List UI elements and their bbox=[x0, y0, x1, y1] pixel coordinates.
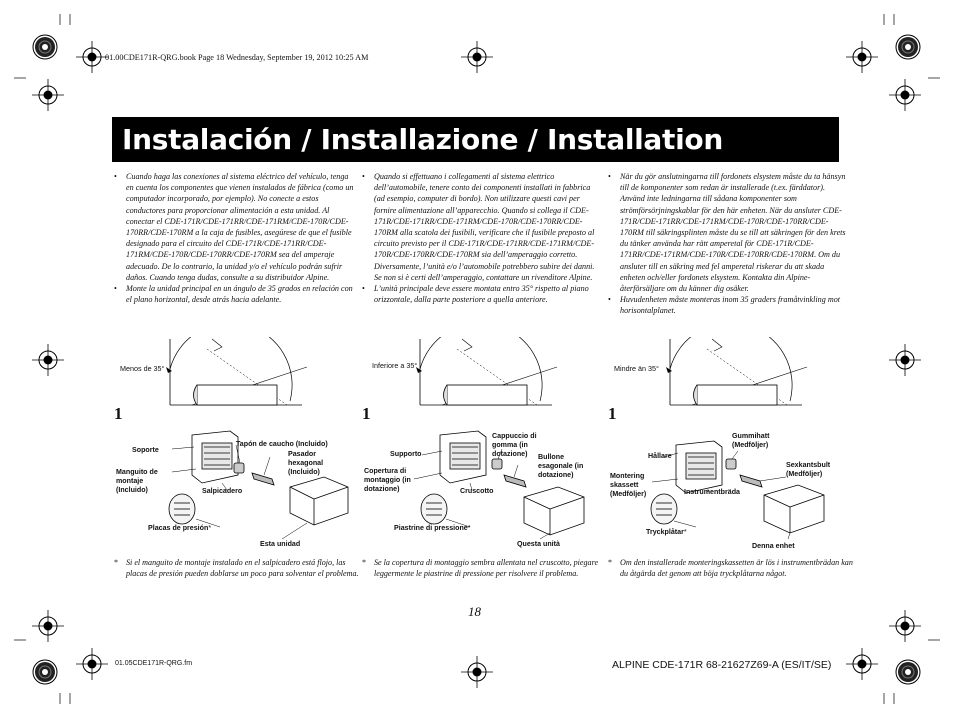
label-rubber-cap: Gummihatt (Medföljer) bbox=[732, 432, 770, 449]
footnote-asterisk: * bbox=[114, 558, 119, 567]
label-sleeve: Copertura di montaggio (in dotazione) bbox=[364, 467, 411, 493]
angle-diagram-graphic bbox=[612, 337, 847, 409]
installation-diagram bbox=[112, 427, 352, 557]
label-rubber-cap: Tapón de caucho (Incluido) bbox=[236, 440, 328, 448]
footnote bbox=[362, 557, 612, 579]
label-sleeve: Montering skassett (Medföljer) bbox=[610, 472, 647, 498]
label-sleeve: Manguito de montaje (Incluido) bbox=[116, 468, 158, 494]
label-dashboard: Cruscotto bbox=[460, 487, 494, 495]
step-number: 1 bbox=[114, 404, 123, 423]
bullet-item: • Huvudenheten måste monteras inom 35 graders framåtvinkling mot horisontalplanet. bbox=[620, 294, 848, 316]
footnote-text: Si el manguito de montaje instalado en el salpicadero está flojo, las placas de presión pueden doblarse un poco para solventar el problema. bbox=[126, 558, 359, 579]
page-number: 18 bbox=[468, 604, 481, 619]
label-bracket: Hållare bbox=[648, 452, 672, 460]
footnote-text: Om den installerade monteringskassetten är lös i instrumentbrädan kan du åtgärda det genom att böja tryckplåtarna något. bbox=[620, 558, 853, 579]
asterisk-marker: * bbox=[683, 528, 687, 536]
label-dashboard: Salpicadero bbox=[202, 487, 243, 495]
label-pressure-plates: Placas de presión* bbox=[148, 524, 212, 532]
footnote-text: Se la copertura di montaggio sembra allentata nel cruscotto, piegare leggermente le piastrine di pressione per risolvere il problema. bbox=[374, 558, 599, 579]
bullet-item: • Quando si effettuano i collegamenti al sistema elettrico dell’automobile, tenere conto dei componenti installati in fabbrica (ad esempio, computer di bordo). Non utilizzare questi cavi per fornire alimentazione all’apparecchio. Quando si collega il CDE-171R/CDE-171RR/CDE-171RM/CDE-170R/CDE-170RR/CDE-170RM alla scatola dei fusibili, verificare che il fusibile preposto al circuito previsto per il CDE-171R/CDE-171RR/CDE-171RM/CDE-170R/CDE-170RR/CDE-170RM sia dell’amperaggio corretto. Diversamente, l’unità e/o l’automobile potrebbero subire dei danni. Se non si è certi dell’amperaggio, contattare un rivenditore Alpine. bbox=[374, 171, 602, 283]
bullet-item: • Monte la unidad principal en un ángulo de 35 grados en relación con el plano horizontal, desde atrás hacia adelante. bbox=[126, 283, 354, 305]
angle-diagram bbox=[362, 337, 597, 409]
label-hex-bolt: Pasador hexagonal (Incluido) bbox=[288, 450, 324, 476]
title-bar bbox=[112, 117, 839, 162]
footer-file-name: 01.05CDE171R-QRG.fm bbox=[115, 660, 193, 667]
label-unit: Denna enhet bbox=[752, 542, 795, 550]
label-bracket: Supporto bbox=[390, 450, 422, 458]
installation-diagram bbox=[362, 427, 602, 557]
column-se bbox=[608, 171, 848, 317]
label-bracket: Soporte bbox=[132, 446, 159, 454]
footer-model-line: ALPINE CDE-171R 68-21627Z69-A (ES/IT/SE) bbox=[612, 659, 832, 671]
step-number: 1 bbox=[362, 404, 371, 423]
footnote-asterisk: * bbox=[608, 558, 613, 567]
label-dashboard: Instrumentbräda bbox=[684, 488, 740, 496]
angle-diagram-graphic bbox=[362, 337, 597, 409]
label-pressure-plates: Tryckplåtar* bbox=[646, 528, 687, 536]
bullet-item: • När du gör anslutningarna till fordonets elsystem måste du ta hänsyn till de komponenter som redan är installerade (t.ex. färddator). Använd inte ledningarna till sådana komponenter som strömförsörjningskablar för den här enheten. När du ansluter CDE-171R/CDE-171RR/CDE-171RM/CDE-170R/CDE-170RR/CDE-170RM till säkringsplinten måste du se till att säkringen för den krets du tänker använda har rätt amperetal för CDE-171R/CDE-171RR/CDE-171RM/CDE-170R/CDE-170RR/CDE-170RM. Om du ansluter till en säkring med fel amperetal riskerar du att skada enheten och/eller fordonets elsystem. Kontakta din Alpine-återförsäljare om du känner dig osäker. bbox=[620, 171, 848, 294]
step-number: 1 bbox=[608, 404, 617, 423]
label-hex-bolt: Bullone esagonale (in dotazione) bbox=[538, 453, 584, 479]
angle-diagram bbox=[112, 337, 347, 409]
label-unit: Questa unità bbox=[517, 540, 560, 548]
bullet-item: • Cuando haga las conexiones al sistema eléctrico del vehículo, tenga en cuenta los componentes que vienen instalados de fábrica (como un computador incorporado, por ejemplo). No conecte a estos conductores para proporcionar alimentación a esta unidad. Al conectar el CDE-171R/CDE-171RR/CDE-171RM/CDE-170R/CDE-170RR/CDE-170RM a la caja de fusibles, asegúrese de que el fusible designado para el circuito del CDE-171R/CDE-171RR/CDE-171RM/CDE-170R/CDE-170RR/CDE-170RM sea del amperaje adecuado. De lo contrario, la unidad y/o el vehículo podrán sufrir daños. Cuando tenga dudas, consulte a su distribuidor Alpine. bbox=[126, 171, 354, 283]
asterisk-marker: * bbox=[467, 524, 471, 532]
angle-label: Inferiore a 35° bbox=[372, 361, 418, 370]
footnote-asterisk: * bbox=[362, 558, 367, 567]
installation-diagram bbox=[608, 427, 848, 557]
label-rubber-cap: Cappuccio di gomma (in dotazione) bbox=[492, 432, 537, 458]
column-it bbox=[362, 171, 602, 305]
label-unit: Esta unidad bbox=[260, 540, 301, 548]
column-es bbox=[114, 171, 354, 305]
asterisk-marker: * bbox=[208, 524, 212, 532]
angle-diagram-graphic bbox=[112, 337, 347, 409]
footnote bbox=[114, 557, 367, 579]
label-hex-bolt: Sexkantsbult (Medföljer) bbox=[786, 461, 831, 478]
page-title: Instalación / Installazione / Installation bbox=[122, 123, 723, 156]
label-pressure-plates: Piastrine di pressione* bbox=[394, 524, 471, 532]
angle-label: Mindre än 35° bbox=[614, 364, 659, 373]
footnote bbox=[608, 557, 858, 579]
angle-label: Menos de 35° bbox=[120, 364, 165, 373]
angle-diagram bbox=[612, 337, 847, 409]
bullet-item: • L’unità principale deve essere montata entro 35° rispetto al piano orizzontale, dalla parte posteriore a quella anteriore. bbox=[374, 283, 602, 305]
book-info: 01.00CDE171R-QRG.book Page 18 Wednesday, September 19, 2012 10:25 AM bbox=[105, 53, 369, 62]
